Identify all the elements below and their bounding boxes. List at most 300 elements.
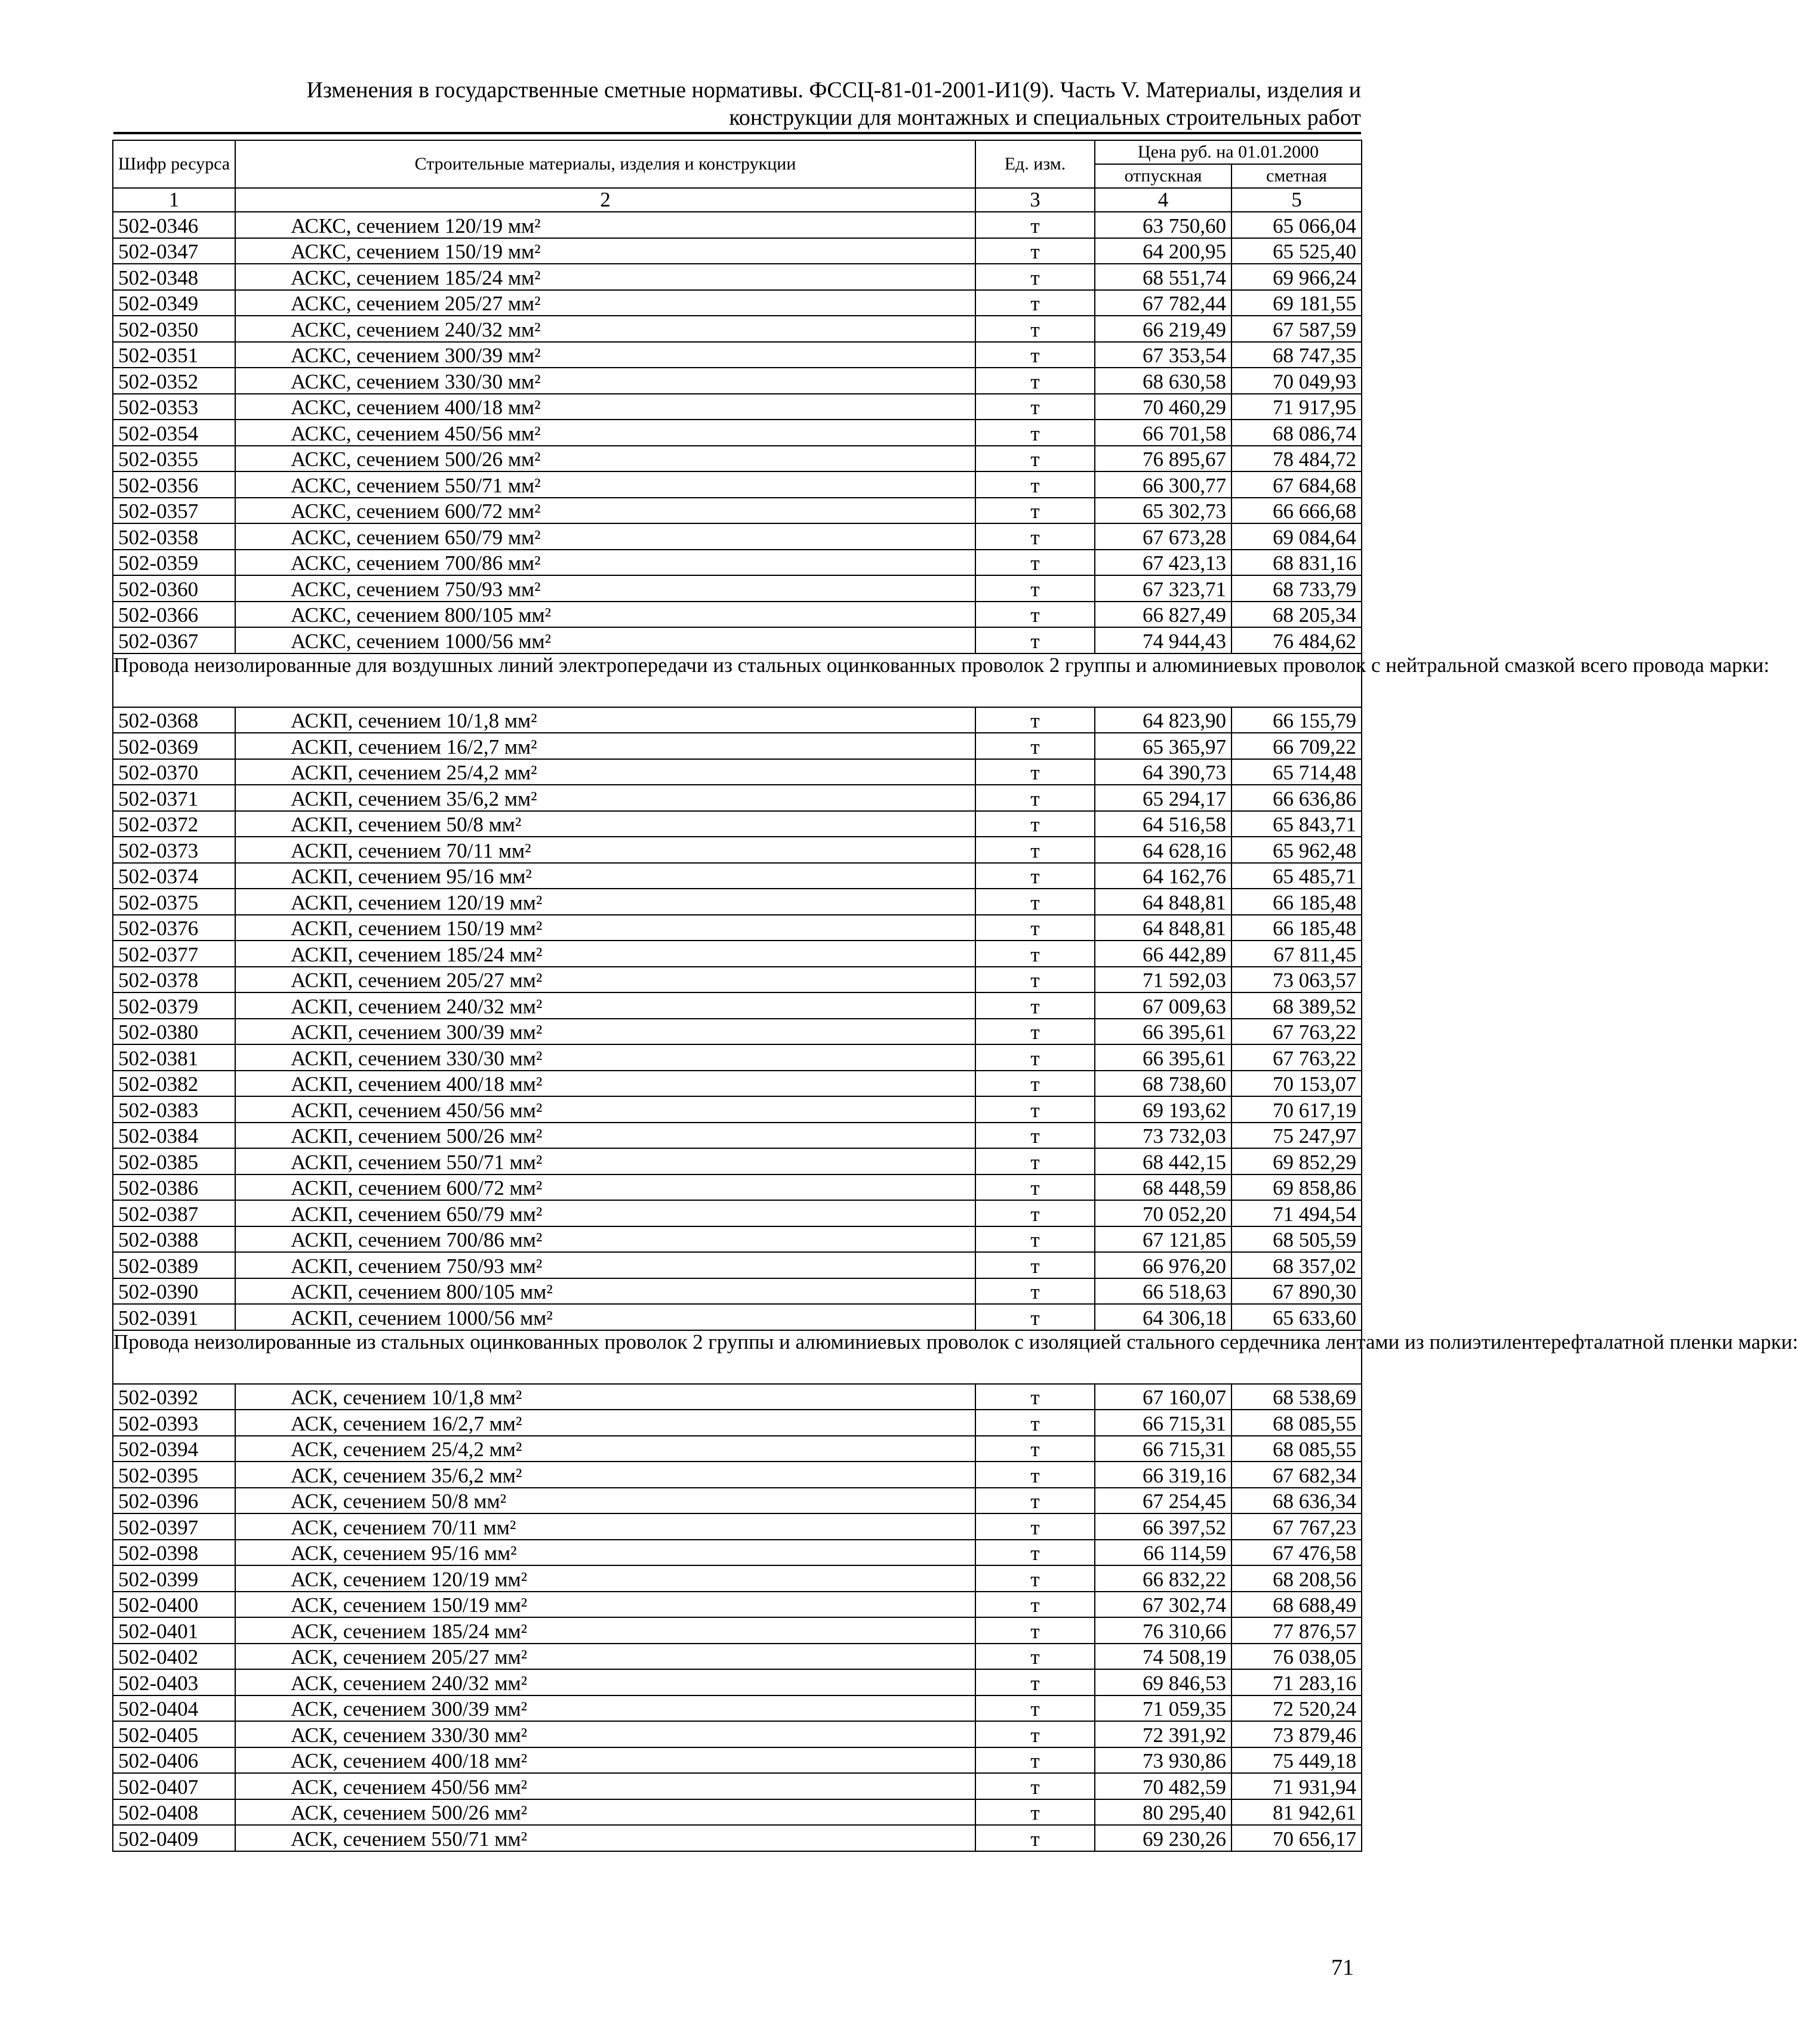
material-name: АСКП, сечением 240/32 мм² <box>235 992 975 1019</box>
estimate-price: 66 636,86 <box>1231 785 1362 811</box>
unit: т <box>975 316 1095 342</box>
estimate-price: 69 852,29 <box>1231 1148 1362 1174</box>
release-price: 64 848,81 <box>1095 889 1231 915</box>
table-row <box>113 212 1362 238</box>
release-price: 67 121,85 <box>1095 1226 1231 1253</box>
document-header <box>113 76 1361 131</box>
material-name: АСК, сечением 120/19 мм² <box>235 1565 975 1592</box>
estimate-price: 71 931,94 <box>1231 1773 1362 1799</box>
estimate-price: 65 485,71 <box>1231 863 1362 889</box>
unit: т <box>975 1644 1095 1670</box>
estimate-price: 69 858,86 <box>1231 1174 1362 1201</box>
release-price: 64 390,73 <box>1095 759 1231 785</box>
estimate-price: 71 494,54 <box>1231 1200 1362 1226</box>
release-price: 66 300,77 <box>1095 471 1231 498</box>
unit: т <box>975 627 1095 653</box>
resource-code: 502-0396 <box>113 1488 235 1514</box>
resource-code: 502-0392 <box>113 1384 235 1410</box>
resource-code: 502-0382 <box>113 1071 235 1097</box>
unit: т <box>975 264 1095 290</box>
material-name: АСКС, сечением 330/30 мм² <box>235 368 975 394</box>
unit: т <box>975 212 1095 238</box>
release-price: 68 442,15 <box>1095 1148 1231 1174</box>
table-row <box>113 575 1362 602</box>
material-name: АСКП, сечением 600/72 мм² <box>235 1174 975 1201</box>
section-title: Провода неизолированные для воздушных линий электропередачи из стальных оцинкованных проволок 2 группы и алюминиевых проволок с нейтральной смазкой всего провода марки: <box>113 653 1362 707</box>
material-name: АСК, сечением 330/30 мм² <box>235 1721 975 1747</box>
unit: т <box>975 707 1095 733</box>
material-name: АСКС, сечением 120/19 мм² <box>235 212 975 238</box>
table-row <box>113 1019 1362 1045</box>
release-price: 64 628,16 <box>1095 837 1231 863</box>
release-price: 67 160,07 <box>1095 1384 1231 1410</box>
resource-code: 502-0367 <box>113 627 235 653</box>
resource-code: 502-0407 <box>113 1773 235 1799</box>
section-title: Провода неизолированные из стальных оцинкованных проволок 2 группы и алюминиевых проволок с изоляцией стального сердечника лентами из полиэтилентерефталатной пленки марки: <box>113 1330 1362 1384</box>
estimate-price: 67 767,23 <box>1231 1513 1362 1540</box>
table-row <box>113 1304 1362 1330</box>
release-price: 67 323,71 <box>1095 575 1231 602</box>
unit: т <box>975 1669 1095 1695</box>
material-name: АСКС, сечением 500/26 мм² <box>235 446 975 472</box>
unit: т <box>975 837 1095 863</box>
unit: т <box>975 575 1095 602</box>
estimate-price: 73 879,46 <box>1231 1721 1362 1747</box>
material-name: АСКП, сечением 330/30 мм² <box>235 1044 975 1071</box>
estimate-price: 67 763,22 <box>1231 1044 1362 1071</box>
release-price: 80 295,40 <box>1095 1799 1231 1826</box>
material-name: АСКП, сечением 400/18 мм² <box>235 1071 975 1097</box>
unit: т <box>975 498 1095 524</box>
material-name: АСКС, сечением 600/72 мм² <box>235 498 975 524</box>
unit: т <box>975 811 1095 837</box>
release-price: 68 738,60 <box>1095 1071 1231 1097</box>
estimate-price: 67 682,34 <box>1231 1462 1362 1488</box>
table-row <box>113 1773 1362 1799</box>
resource-code: 502-0399 <box>113 1565 235 1592</box>
unit: т <box>975 1436 1095 1462</box>
material-name: АСКП, сечением 750/93 мм² <box>235 1252 975 1278</box>
unit: т <box>975 1565 1095 1592</box>
unit: т <box>975 785 1095 811</box>
resource-code: 502-0374 <box>113 863 235 889</box>
estimate-price: 66 185,48 <box>1231 915 1362 941</box>
release-price: 69 230,26 <box>1095 1825 1231 1851</box>
resource-code: 502-0387 <box>113 1200 235 1226</box>
release-price: 67 673,28 <box>1095 523 1231 550</box>
release-price: 70 460,29 <box>1095 394 1231 420</box>
resource-code: 502-0379 <box>113 992 235 1019</box>
table-row <box>113 1825 1362 1851</box>
resource-code: 502-0375 <box>113 889 235 915</box>
material-name: АСКП, сечением 300/39 мм² <box>235 1019 975 1045</box>
estimate-price: 68 831,16 <box>1231 550 1362 576</box>
release-price: 65 302,73 <box>1095 498 1231 524</box>
estimate-price: 71 283,16 <box>1231 1669 1362 1695</box>
table-row <box>113 1278 1362 1305</box>
column-header-price-group: Цена руб. на 01.01.2000 <box>1095 140 1362 164</box>
resource-code: 502-0383 <box>113 1096 235 1123</box>
release-price: 66 395,61 <box>1095 1019 1231 1045</box>
unit: т <box>975 238 1095 264</box>
unit: т <box>975 1096 1095 1123</box>
table-row <box>113 1410 1362 1436</box>
material-name: АСК, сечением 16/2,7 мм² <box>235 1410 975 1436</box>
unit: т <box>975 1071 1095 1097</box>
resource-code: 502-0376 <box>113 915 235 941</box>
release-price: 70 052,20 <box>1095 1200 1231 1226</box>
unit: т <box>975 733 1095 759</box>
estimate-price: 76 038,05 <box>1231 1644 1362 1670</box>
estimate-price: 71 917,95 <box>1231 394 1362 420</box>
unit: т <box>975 1200 1095 1226</box>
table-row <box>113 627 1362 653</box>
table-row <box>113 992 1362 1019</box>
unit: т <box>975 394 1095 420</box>
table-row <box>113 264 1362 290</box>
material-name: АСК, сечением 150/19 мм² <box>235 1592 975 1618</box>
release-price: 68 551,74 <box>1095 264 1231 290</box>
release-price: 68 630,58 <box>1095 368 1231 394</box>
material-name: АСК, сечением 25/4,2 мм² <box>235 1436 975 1462</box>
estimate-price: 68 505,59 <box>1231 1226 1362 1253</box>
column-number-row <box>113 188 1362 212</box>
table-row <box>113 811 1362 837</box>
table-row <box>113 316 1362 342</box>
estimate-price: 68 389,52 <box>1231 992 1362 1019</box>
unit: т <box>975 1123 1095 1149</box>
resource-code: 502-0389 <box>113 1252 235 1278</box>
estimate-price: 70 617,19 <box>1231 1096 1362 1123</box>
material-name: АСКП, сечением 16/2,7 мм² <box>235 733 975 759</box>
column-number: 3 <box>975 188 1095 212</box>
release-price: 64 516,58 <box>1095 811 1231 837</box>
release-price: 76 310,66 <box>1095 1617 1231 1644</box>
release-price: 66 976,20 <box>1095 1252 1231 1278</box>
release-price: 67 353,54 <box>1095 342 1231 368</box>
resource-code: 502-0391 <box>113 1304 235 1330</box>
column-number: 1 <box>113 188 235 212</box>
table-row <box>113 1592 1362 1618</box>
table-row <box>113 394 1362 420</box>
estimate-price: 70 656,17 <box>1231 1825 1362 1851</box>
estimate-price: 65 633,60 <box>1231 1304 1362 1330</box>
release-price: 74 508,19 <box>1095 1644 1231 1670</box>
estimate-price: 67 684,68 <box>1231 471 1362 498</box>
unit: т <box>975 1592 1095 1618</box>
material-name: АСКП, сечением 35/6,2 мм² <box>235 785 975 811</box>
material-name: АСК, сечением 450/56 мм² <box>235 1773 975 1799</box>
table-row <box>113 1436 1362 1462</box>
material-name: АСК, сечением 400/18 мм² <box>235 1747 975 1774</box>
unit: т <box>975 1773 1095 1799</box>
resource-code: 502-0370 <box>113 759 235 785</box>
column-number: 5 <box>1231 188 1362 212</box>
material-name: АСКП, сечением 10/1,8 мм² <box>235 707 975 733</box>
material-name: АСКП, сечением 700/86 мм² <box>235 1226 975 1253</box>
material-name: АСКС, сечением 750/93 мм² <box>235 575 975 602</box>
estimate-price: 70 153,07 <box>1231 1071 1362 1097</box>
release-price: 67 782,44 <box>1095 290 1231 316</box>
table-row <box>113 498 1362 524</box>
material-name: АСКП, сечением 70/11 мм² <box>235 837 975 863</box>
release-price: 64 848,81 <box>1095 915 1231 941</box>
estimate-price: 73 063,57 <box>1231 967 1362 993</box>
table-row <box>113 1462 1362 1488</box>
page-number: 71 <box>1331 1955 1354 1980</box>
unit: т <box>975 1747 1095 1774</box>
resource-code: 502-0359 <box>113 550 235 576</box>
estimate-price: 66 185,48 <box>1231 889 1362 915</box>
table-row <box>113 837 1362 863</box>
release-price: 69 846,53 <box>1095 1669 1231 1695</box>
estimate-price: 68 636,34 <box>1231 1488 1362 1514</box>
unit: т <box>975 1019 1095 1045</box>
column-header-release-price: отпускная <box>1095 164 1231 188</box>
estimate-price: 68 205,34 <box>1231 602 1362 628</box>
resource-code: 502-0371 <box>113 785 235 811</box>
table-row <box>113 1096 1362 1123</box>
resource-code: 502-0347 <box>113 238 235 264</box>
material-name: АСКС, сечением 300/39 мм² <box>235 342 975 368</box>
release-price: 71 059,35 <box>1095 1695 1231 1722</box>
column-number: 4 <box>1095 188 1231 212</box>
unit: т <box>975 1304 1095 1330</box>
unit: т <box>975 1695 1095 1722</box>
estimate-price: 66 155,79 <box>1231 707 1362 733</box>
unit: т <box>975 1044 1095 1071</box>
resource-code: 502-0393 <box>113 1410 235 1436</box>
resource-code: 502-0356 <box>113 471 235 498</box>
release-price: 64 162,76 <box>1095 863 1231 889</box>
unit: т <box>975 992 1095 1019</box>
unit: т <box>975 420 1095 446</box>
estimate-price: 65 843,71 <box>1231 811 1362 837</box>
unit: т <box>975 967 1095 993</box>
resource-code: 502-0386 <box>113 1174 235 1201</box>
resource-code: 502-0390 <box>113 1278 235 1305</box>
resource-code: 502-0346 <box>113 212 235 238</box>
table-row <box>113 1384 1362 1410</box>
material-name: АСК, сечением 300/39 мм² <box>235 1695 975 1722</box>
material-name: АСК, сечением 50/8 мм² <box>235 1488 975 1514</box>
unit: т <box>975 863 1095 889</box>
material-name: АСКП, сечением 95/16 мм² <box>235 863 975 889</box>
material-name: АСКП, сечением 450/56 мм² <box>235 1096 975 1123</box>
resource-code: 502-0401 <box>113 1617 235 1644</box>
estimate-price: 65 714,48 <box>1231 759 1362 785</box>
release-price: 66 397,52 <box>1095 1513 1231 1540</box>
unit: т <box>975 889 1095 915</box>
estimate-price: 67 763,22 <box>1231 1019 1362 1045</box>
unit: т <box>975 342 1095 368</box>
material-name: АСКП, сечением 50/8 мм² <box>235 811 975 837</box>
table-row <box>113 1695 1362 1722</box>
table-row <box>113 707 1362 733</box>
price-table <box>112 140 1798 1852</box>
estimate-price: 68 357,02 <box>1231 1252 1362 1278</box>
estimate-price: 65 962,48 <box>1231 837 1362 863</box>
release-price: 66 701,58 <box>1095 420 1231 446</box>
unit: т <box>975 1721 1095 1747</box>
release-price: 67 302,74 <box>1095 1592 1231 1618</box>
unit: т <box>975 1799 1095 1826</box>
release-price: 72 391,92 <box>1095 1721 1231 1747</box>
estimate-price: 68 733,79 <box>1231 575 1362 602</box>
unit: т <box>975 1226 1095 1253</box>
release-price: 67 254,45 <box>1095 1488 1231 1514</box>
estimate-price: 67 476,58 <box>1231 1540 1362 1566</box>
material-name: АСКП, сечением 25/4,2 мм² <box>235 759 975 785</box>
estimate-price: 68 208,56 <box>1231 1565 1362 1592</box>
column-header-unit: Ед. изм. <box>975 140 1095 188</box>
table-row <box>113 446 1362 472</box>
release-price: 66 715,31 <box>1095 1410 1231 1436</box>
table-row <box>113 602 1362 628</box>
unit: т <box>975 1488 1095 1514</box>
section-header-row <box>113 1330 1362 1384</box>
table-body <box>113 212 1798 1851</box>
resource-code: 502-0384 <box>113 1123 235 1149</box>
release-price: 66 827,49 <box>1095 602 1231 628</box>
material-name: АСКС, сечением 240/32 мм² <box>235 316 975 342</box>
table-row <box>113 733 1362 759</box>
header-rule <box>113 132 1361 134</box>
estimate-price: 68 085,55 <box>1231 1436 1362 1462</box>
estimate-price: 81 942,61 <box>1231 1799 1362 1826</box>
release-price: 66 518,63 <box>1095 1278 1231 1305</box>
unit: т <box>975 759 1095 785</box>
resource-code: 502-0377 <box>113 941 235 967</box>
resource-code: 502-0405 <box>113 1721 235 1747</box>
table-row <box>113 1617 1362 1644</box>
estimate-price: 75 449,18 <box>1231 1747 1362 1774</box>
material-name: АСК, сечением 10/1,8 мм² <box>235 1384 975 1410</box>
table-row <box>113 863 1362 889</box>
table-row <box>113 941 1362 967</box>
table-row <box>113 889 1362 915</box>
release-price: 76 895,67 <box>1095 446 1231 472</box>
estimate-price: 66 666,68 <box>1231 498 1362 524</box>
release-price: 63 750,60 <box>1095 212 1231 238</box>
unit: т <box>975 1462 1095 1488</box>
material-name: АСКС, сечением 400/18 мм² <box>235 394 975 420</box>
resource-code: 502-0406 <box>113 1747 235 1774</box>
table-head-row-1 <box>113 140 1362 164</box>
resource-code: 502-0355 <box>113 446 235 472</box>
material-name: АСКС, сечением 650/79 мм² <box>235 523 975 550</box>
header-line-2: конструкции для монтажных и специальных строительных работ <box>729 105 1361 130</box>
table-row <box>113 1174 1362 1201</box>
material-name: АСКП, сечением 500/26 мм² <box>235 1123 975 1149</box>
material-name: АСК, сечением 35/6,2 мм² <box>235 1462 975 1488</box>
table-row <box>113 1721 1362 1747</box>
estimate-price: 68 688,49 <box>1231 1592 1362 1618</box>
material-name: АСКС, сечением 550/71 мм² <box>235 471 975 498</box>
release-price: 65 294,17 <box>1095 785 1231 811</box>
estimate-price: 69 966,24 <box>1231 264 1362 290</box>
release-price: 67 423,13 <box>1095 550 1231 576</box>
material-name: АСКП, сечением 650/79 мм² <box>235 1200 975 1226</box>
estimate-price: 65 525,40 <box>1231 238 1362 264</box>
estimate-price: 68 747,35 <box>1231 342 1362 368</box>
table-row <box>113 1565 1362 1592</box>
resource-code: 502-0357 <box>113 498 235 524</box>
table-row <box>113 1747 1362 1774</box>
resource-code: 502-0354 <box>113 420 235 446</box>
unit: т <box>975 941 1095 967</box>
release-price: 73 930,86 <box>1095 1747 1231 1774</box>
release-price: 64 200,95 <box>1095 238 1231 264</box>
section-header-row <box>113 653 1362 707</box>
resource-code: 502-0394 <box>113 1436 235 1462</box>
table-row <box>113 1644 1362 1670</box>
table-row <box>113 550 1362 576</box>
resource-code: 502-0404 <box>113 1695 235 1722</box>
estimate-price: 76 484,62 <box>1231 627 1362 653</box>
table-row <box>113 759 1362 785</box>
release-price: 65 365,97 <box>1095 733 1231 759</box>
material-name: АСК, сечением 185/24 мм² <box>235 1617 975 1644</box>
resource-code: 502-0408 <box>113 1799 235 1826</box>
estimate-price: 78 484,72 <box>1231 446 1362 472</box>
unit: т <box>975 1410 1095 1436</box>
resource-code: 502-0349 <box>113 290 235 316</box>
resource-code: 502-0403 <box>113 1669 235 1695</box>
release-price: 66 219,49 <box>1095 316 1231 342</box>
resource-code: 502-0350 <box>113 316 235 342</box>
estimate-price: 69 084,64 <box>1231 523 1362 550</box>
estimate-price: 70 049,93 <box>1231 368 1362 394</box>
table-row <box>113 1252 1362 1278</box>
release-price: 66 319,16 <box>1095 1462 1231 1488</box>
column-header-code: Шифр ресурса <box>113 140 235 188</box>
unit: т <box>975 471 1095 498</box>
release-price: 67 009,63 <box>1095 992 1231 1019</box>
unit: т <box>975 523 1095 550</box>
table-row <box>113 1513 1362 1540</box>
unit: т <box>975 446 1095 472</box>
table-row <box>113 915 1362 941</box>
release-price: 66 832,22 <box>1095 1565 1231 1592</box>
estimate-price: 65 066,04 <box>1231 212 1362 238</box>
estimate-price: 72 520,24 <box>1231 1695 1362 1722</box>
release-price: 68 448,59 <box>1095 1174 1231 1201</box>
unit: т <box>975 1540 1095 1566</box>
resource-code: 502-0402 <box>113 1644 235 1670</box>
table-row <box>113 1540 1362 1566</box>
table-row <box>113 1148 1362 1174</box>
header-line-1: Изменения в государственные сметные нормативы. ФССЦ-81-01-2001-И1(9). Часть V. Материалы, изделия и <box>306 78 1361 103</box>
release-price: 70 482,59 <box>1095 1773 1231 1799</box>
resource-code: 502-0409 <box>113 1825 235 1851</box>
estimate-price: 68 085,55 <box>1231 1410 1362 1436</box>
unit: т <box>975 1513 1095 1540</box>
release-price: 66 395,61 <box>1095 1044 1231 1071</box>
material-name: АСКС, сечением 450/56 мм² <box>235 420 975 446</box>
resource-code: 502-0368 <box>113 707 235 733</box>
resource-code: 502-0380 <box>113 1019 235 1045</box>
unit: т <box>975 602 1095 628</box>
material-name: АСКП, сечением 800/105 мм² <box>235 1278 975 1305</box>
table-row <box>113 420 1362 446</box>
material-name: АСК, сечением 550/71 мм² <box>235 1825 975 1851</box>
material-name: АСКП, сечением 150/19 мм² <box>235 915 975 941</box>
table-row <box>113 1071 1362 1097</box>
resource-code: 502-0369 <box>113 733 235 759</box>
release-price: 74 944,43 <box>1095 627 1231 653</box>
release-price: 66 715,31 <box>1095 1436 1231 1462</box>
